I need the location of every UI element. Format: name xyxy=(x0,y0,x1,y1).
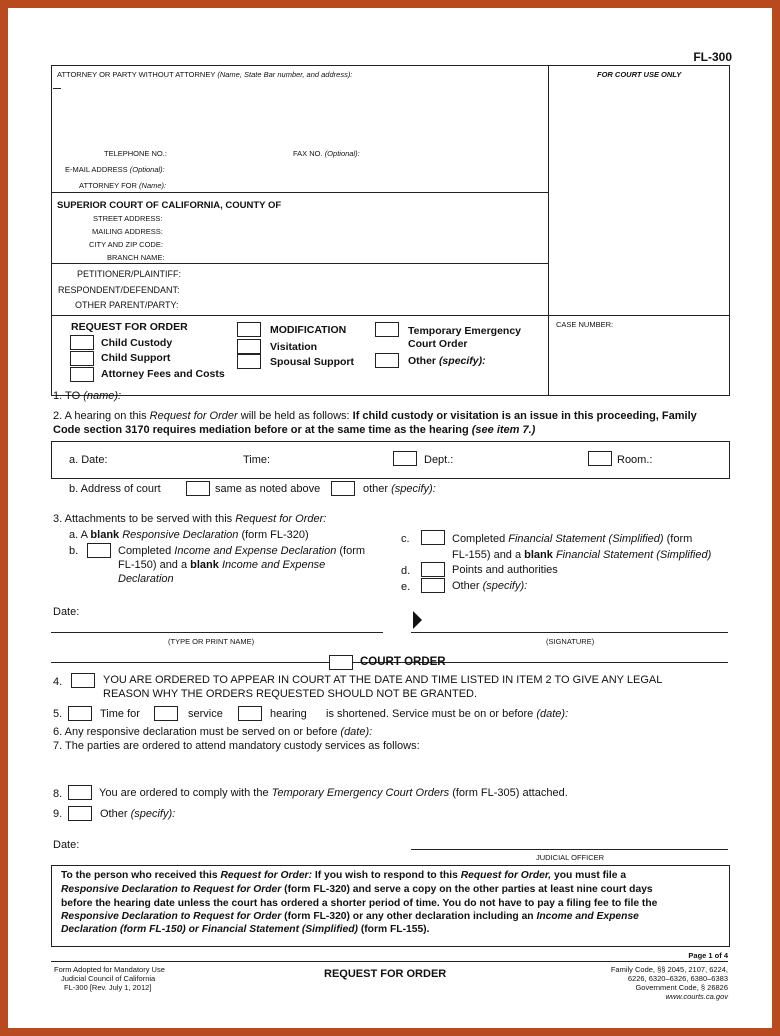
telephone-label: TELEPHONE NO.: xyxy=(104,149,167,158)
item2-bold2: Code section 3170 requires mediation before or at the same time as the hearing xyxy=(53,424,469,436)
item8-post: (form FL-305) attached. xyxy=(452,787,568,799)
item3b-line2-form: Income and Expense xyxy=(221,559,326,571)
item2-pre: 2. A hearing on this xyxy=(53,410,150,422)
other-request-text: Other xyxy=(408,355,437,367)
mailing-label: MAILING ADDRESS: xyxy=(92,227,163,236)
item3c-line1-pre: Completed xyxy=(452,533,509,545)
attorney-fees-checkbox[interactable] xyxy=(70,367,94,382)
item2-line1 xyxy=(53,410,697,422)
item1-num: 1. xyxy=(53,390,63,402)
item8-checkbox[interactable] xyxy=(68,785,92,800)
judicial-officer-caption: JUDICIAL OFFICER xyxy=(536,853,605,862)
other-address-checkbox[interactable] xyxy=(331,481,355,496)
dept-label: Dept.: xyxy=(424,454,454,466)
notice-line4 xyxy=(61,911,639,922)
footer-title: REQUEST FOR ORDER xyxy=(324,968,447,980)
fax-optional: (Optional): xyxy=(324,149,360,158)
notice-l1c: If you wish to respond to this xyxy=(312,870,461,881)
hearing-time-label: Time: xyxy=(243,454,271,466)
item6-text: 6. Any responsive declaration must be served on or before xyxy=(53,726,338,738)
adopted-line2: Judicial Council of California xyxy=(61,974,156,983)
respondent-label: RESPONDENT/DEFENDANT: xyxy=(58,285,180,295)
room-checkbox[interactable] xyxy=(588,451,612,466)
notice-l4a: Responsive Declaration to Request for Order xyxy=(61,911,282,922)
item3b-line1-pre: Completed xyxy=(118,545,175,557)
attorney-field-mark[interactable] xyxy=(53,88,61,89)
item1-name: (name): xyxy=(83,390,122,402)
notice-l2a: Responsive Declaration to Request for Order xyxy=(61,884,282,895)
email-label xyxy=(65,165,165,174)
child-support-label: Child Support xyxy=(101,352,171,364)
item3a-form: Responsive Declaration xyxy=(122,529,239,541)
item3b-line2 xyxy=(118,559,325,571)
item3a-pre: a. A xyxy=(69,529,91,541)
item4-line1: YOU ARE ORDERED TO APPEAR IN COURT AT THE DATE AND TIME LISTED IN ITEM 2 TO GIVE ANY LEGAL xyxy=(103,674,663,686)
item8-text xyxy=(99,787,568,799)
item3c-line2-pre: FL-155) and a xyxy=(452,549,525,561)
other-request-specify: (specify): xyxy=(438,355,486,367)
item3e-label: e. xyxy=(401,581,411,593)
branch-label: BRANCH NAME: xyxy=(107,253,165,262)
item4-checkbox[interactable] xyxy=(71,673,95,688)
attorney-for-label xyxy=(79,181,166,190)
item3b-line1 xyxy=(118,545,365,557)
form-page xyxy=(8,8,772,1028)
item5-time: Time for xyxy=(100,708,140,720)
item3a-post: (form FL-320) xyxy=(241,529,309,541)
code-line2: 6226, 6320–6326, 6380–6383 xyxy=(627,974,728,983)
item9-num: 9. xyxy=(53,808,63,820)
item3c-label: c. xyxy=(401,533,410,545)
item3e-specify: (specify): xyxy=(482,580,528,592)
court-use-label: FOR COURT USE ONLY xyxy=(597,70,682,79)
item9-text xyxy=(100,808,175,820)
item3d-text: Points and authorities xyxy=(452,564,558,576)
item3b-line2-blank: blank xyxy=(190,559,219,571)
item5-post-text: is shortened. Service must be on or before xyxy=(326,708,534,720)
signature-line[interactable] xyxy=(411,632,728,633)
same-address-checkbox[interactable] xyxy=(186,481,210,496)
item3b-checkbox[interactable] xyxy=(87,543,111,558)
spousal-support-checkbox[interactable] xyxy=(237,354,261,369)
notice-l1a: To the person who received this xyxy=(61,870,221,881)
item5-date: (date): xyxy=(536,708,569,720)
item4-num: 4. xyxy=(53,676,63,688)
court-order-title: COURT ORDER xyxy=(360,656,446,668)
item3c-line2 xyxy=(452,549,711,561)
petitioner-label: PETITIONER/PLAINTIFF: xyxy=(77,269,182,279)
attorney-label-text: ATTORNEY OR PARTY WITHOUT ATTORNEY xyxy=(57,70,216,79)
temp-emergency-checkbox[interactable] xyxy=(375,322,399,337)
item5-checkbox[interactable] xyxy=(68,706,92,721)
notice-l4b: (form FL-320) or any other declaration including an xyxy=(281,911,537,922)
item3b-line3: Declaration xyxy=(118,573,174,585)
attorney-for-hint: (Name): xyxy=(139,181,167,190)
item3b-line1-post: (form xyxy=(339,545,366,557)
item3a-blank: blank xyxy=(90,529,120,541)
item8-pre: You are ordered to comply with the xyxy=(99,787,272,799)
notice-l5b: (form FL-155). xyxy=(357,924,430,935)
item3e-checkbox[interactable] xyxy=(421,578,445,593)
other-party-label: OTHER PARENT/PARTY: xyxy=(75,300,179,310)
item3-title xyxy=(53,513,326,525)
attorney-hint: (Name, State Bar number, and address): xyxy=(217,70,353,79)
email-text: E-MAIL ADDRESS xyxy=(65,165,128,174)
item2-line2 xyxy=(53,424,535,436)
visitation-label: Visitation xyxy=(270,341,318,353)
item5-service: service xyxy=(188,708,223,720)
item3e-other: Other xyxy=(452,580,480,592)
item7: 7. The parties are ordered to attend mandatory custody services as follows: xyxy=(53,740,420,752)
notice-line5 xyxy=(61,924,429,935)
item6-date: (date): xyxy=(340,726,373,738)
item3c-line2-blank: blank xyxy=(524,549,553,561)
temp-emergency-label-2: Court Order xyxy=(408,338,468,350)
item2-rfo: Request for Order xyxy=(149,410,238,422)
court-order-checkbox[interactable] xyxy=(329,655,353,670)
item3b-line2-pre: FL-150) and a xyxy=(118,559,191,571)
modification-label: MODIFICATION xyxy=(270,324,347,336)
attorney-fees-label: Attorney Fees and Costs xyxy=(101,368,225,380)
other-address-specify: (specify): xyxy=(391,483,436,495)
parties-bottom-line xyxy=(51,315,729,316)
item3d-checkbox[interactable] xyxy=(421,562,445,577)
dept-checkbox[interactable] xyxy=(393,451,417,466)
notice-l4c: Income and Expense xyxy=(536,911,639,922)
notice-l1d: Request for Order, xyxy=(460,870,552,881)
item5-post xyxy=(326,708,568,720)
city-label: CITY AND ZIP CODE: xyxy=(89,240,163,249)
notice-line2 xyxy=(61,884,653,895)
item3c-line2-form: Financial Statement (Simplified) xyxy=(555,549,712,561)
form-id: FL-300 xyxy=(693,50,732,64)
other-request-checkbox[interactable] xyxy=(375,353,399,368)
child-support-checkbox[interactable] xyxy=(70,351,94,366)
case-number-label: CASE NUMBER: xyxy=(556,320,614,329)
hearing-date-label: a. Date: xyxy=(69,454,108,466)
notice-line1 xyxy=(61,870,626,881)
child-custody-checkbox[interactable] xyxy=(70,335,94,350)
sign-here-arrow-icon xyxy=(413,611,422,629)
judicial-officer-line[interactable] xyxy=(411,849,728,850)
item2-see: (see item 7.) xyxy=(471,424,536,436)
item9-specify: (specify): xyxy=(130,808,176,820)
item5-num: 5. xyxy=(53,708,63,720)
email-optional: (Optional): xyxy=(129,165,165,174)
notice-l1e: you must file a xyxy=(551,870,627,881)
same-address-label: same as noted above xyxy=(215,483,321,495)
item4-line2: REASON WHY THE ORDERS REQUESTED SHOULD NOT BE GRANTED. xyxy=(103,688,478,700)
court-bottom-line xyxy=(51,263,548,264)
other-address-label xyxy=(363,483,436,495)
type-name-caption: (TYPE OR PRINT NAME) xyxy=(168,637,255,646)
attorney-label xyxy=(57,70,352,79)
item3c-line1-form: Financial Statement (Simplified) xyxy=(508,533,664,545)
footer-rule xyxy=(51,961,728,962)
fax-label xyxy=(293,149,360,158)
signature-caption: (SIGNATURE) xyxy=(546,637,595,646)
item3b-line1-form: Income and Expense Declaration xyxy=(174,545,337,557)
item2-bold1: If child custody or visitation is an issue in this proceeding, Family xyxy=(352,410,697,422)
court-use-divider xyxy=(548,65,549,395)
item3c-checkbox[interactable] xyxy=(421,530,445,545)
page-number: Page 1 of 4 xyxy=(688,951,728,960)
item8-form: Temporary Emergency Court Orders xyxy=(271,787,450,799)
item9-checkbox[interactable] xyxy=(68,806,92,821)
item3a xyxy=(69,529,309,541)
attorney-bottom-line xyxy=(51,192,548,193)
item3-title-rfo: Request for Order: xyxy=(235,513,327,525)
signature-date-label: Date: xyxy=(53,606,80,618)
item5-hearing: hearing xyxy=(270,708,307,720)
item5-service-checkbox[interactable] xyxy=(154,706,178,721)
address-of-court-label: b. Address of court xyxy=(69,483,161,495)
item1 xyxy=(53,390,121,402)
item3c-line1-post: (form xyxy=(666,533,693,545)
courts-url[interactable]: www.courts.ca.gov xyxy=(665,992,728,1001)
item6 xyxy=(53,726,372,738)
street-label: STREET ADDRESS: xyxy=(93,214,163,223)
adopted-line3: FL-300 [Rev. July 1, 2012] xyxy=(64,983,152,992)
code-line3: Government Code, § 26826 xyxy=(635,983,728,992)
notice-l5a: Declaration (form FL-150) or Financial Statement (Simplified) xyxy=(61,924,358,935)
item9-other: Other xyxy=(100,808,128,820)
item2-mid: will be held as follows: xyxy=(237,410,353,422)
notice-line3: before the hearing date unless the court has ordered a shorter period of time. You do not have to pay a filing fee to file the xyxy=(61,898,658,909)
adopted-line1: Form Adopted for Mandatory Use xyxy=(54,965,165,974)
code-line1: Family Code, §§ 2045, 2107, 6224, xyxy=(610,965,728,974)
other-request-label xyxy=(408,355,486,367)
item3d-label: d. xyxy=(401,565,411,577)
rfo-title: REQUEST FOR ORDER xyxy=(71,321,188,333)
item3b-label: b. xyxy=(69,545,79,557)
other-address-text: other xyxy=(363,483,389,495)
type-name-line[interactable] xyxy=(51,632,383,633)
attorney-for-text: ATTORNEY FOR xyxy=(79,181,137,190)
spousal-support-label: Spousal Support xyxy=(270,356,354,368)
temp-emergency-label-1: Temporary Emergency xyxy=(408,325,522,337)
item8-num: 8. xyxy=(53,788,63,800)
notice-l1b: Request for Order: xyxy=(220,870,312,881)
item3-title-pre: 3. Attachments to be served with this xyxy=(53,513,236,525)
notice-l2b: (form FL-320) and serve a copy on the other parties at least nine court days xyxy=(281,884,653,895)
item3e-text xyxy=(452,580,527,592)
order-date-label: Date: xyxy=(53,839,80,851)
item5-hearing-checkbox[interactable] xyxy=(238,706,262,721)
child-custody-label: Child Custody xyxy=(101,337,173,349)
room-label: Room.: xyxy=(617,454,653,466)
item3c-line1 xyxy=(452,533,692,545)
item1-to: TO xyxy=(65,390,81,402)
fax-text: FAX NO. xyxy=(293,149,323,158)
court-title: SUPERIOR COURT OF CALIFORNIA, COUNTY OF xyxy=(57,200,282,211)
modification-checkbox[interactable] xyxy=(237,322,261,337)
visitation-checkbox[interactable] xyxy=(237,339,261,354)
